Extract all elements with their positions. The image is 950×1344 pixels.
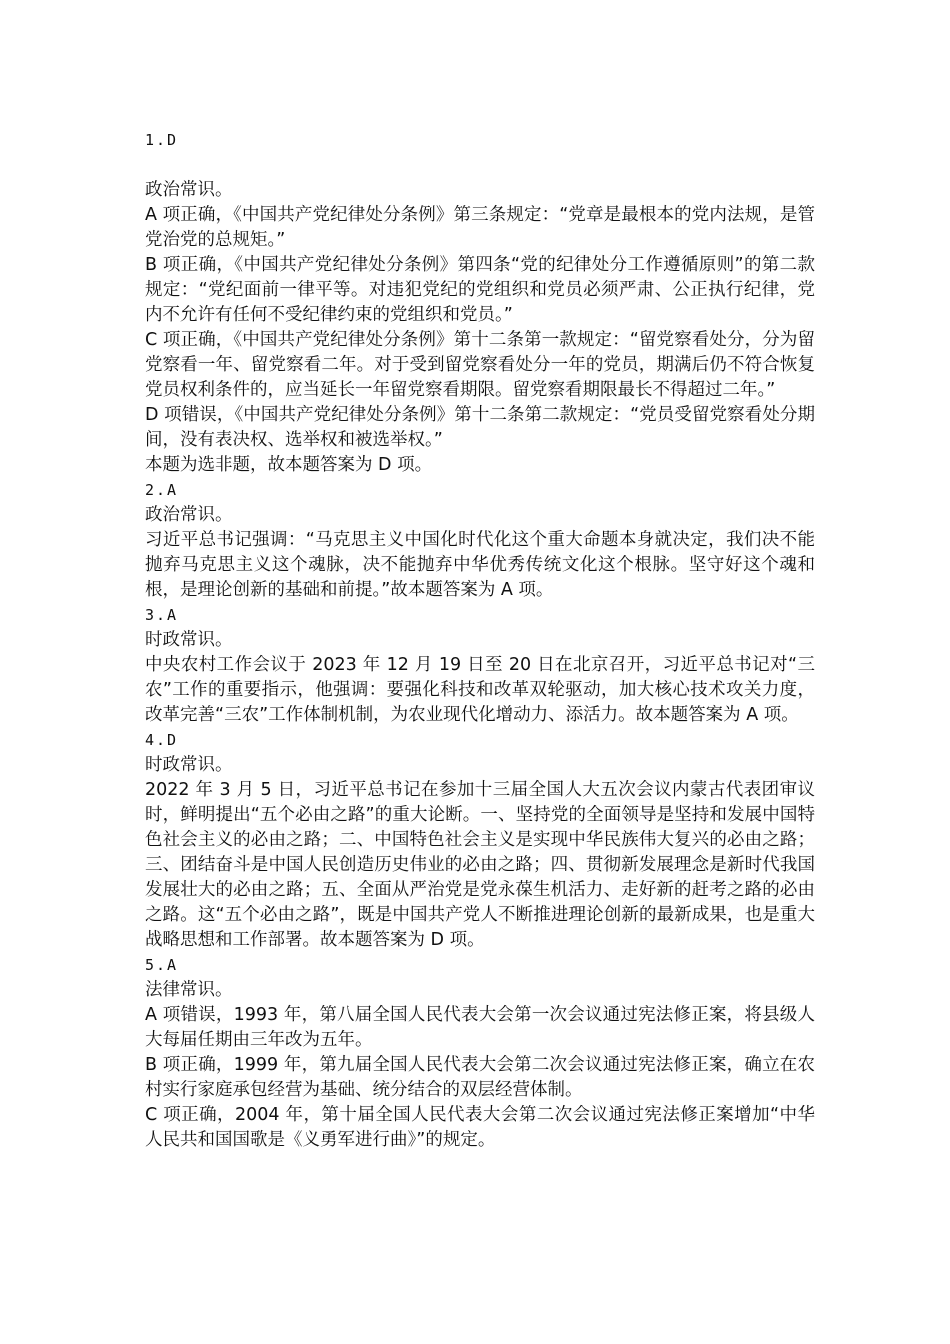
answer-category: 时政常识。 xyxy=(145,755,233,775)
answer-block-3 xyxy=(145,603,815,728)
answer-number: 1.D xyxy=(145,131,179,149)
explanation-paragraph: C 项正确，《中国共产党纪律处分条例》第十二条第一款规定：“留党察看处分，分为留党察看一年、留党察看二年。对于受到留党察看处分一年的党员，期满后仍不符合恢复党员权利条件的，应当延长一年留党察看期限。留党察看期限最长不得超过二年。” xyxy=(145,330,815,400)
explanation-paragraph: A 项错误，1993 年，第八届全国人民代表大会第一次会议通过宪法修正案，将县级人大每届任期由三年改为五年。 xyxy=(145,1005,815,1050)
explanation-paragraph: C 项正确，2004 年，第十届全国人民代表大会第二次会议通过宪法修正案增加“中华人民共和国国歌是《义勇军进行曲》”的规定。 xyxy=(145,1105,815,1150)
answer-explanations xyxy=(145,128,815,1153)
answer-category: 政治常识。 xyxy=(145,180,233,200)
explanation-paragraph: B 项正确，1999 年，第九届全国人民代表大会第二次会议通过宪法修正案，确立在农村实行家庭承包经营为基础、统分结合的双层经营体制。 xyxy=(145,1055,815,1100)
answer-block-1 xyxy=(145,128,815,478)
answer-number: 5.A xyxy=(145,956,179,974)
explanation-paragraph: A 项正确，《中国共产党纪律处分条例》第三条规定：“党章是最根本的党内法规，是管党治党的总规矩。” xyxy=(145,205,815,250)
answer-block-5 xyxy=(145,953,815,1153)
answer-number: 4.D xyxy=(145,731,179,749)
explanation-paragraph: 习近平总书记强调：“马克思主义中国化时代化这个重大命题本身就决定，我们决不能抛弃马克思主义这个魂脉，决不能抛弃中华优秀传统文化这个根脉。坚守好这个魂和根，是理论创新的基础和前提。”故本题答案为 A 项。 xyxy=(145,530,815,600)
answer-category: 法律常识。 xyxy=(145,980,233,1000)
answer-number: 2.A xyxy=(145,481,179,499)
explanation-paragraph: 本题为选非题，故本题答案为 D 项。 xyxy=(145,455,433,475)
answer-number: 3.A xyxy=(145,606,179,624)
explanation-paragraph: D 项错误，《中国共产党纪律处分条例》第十二条第二款规定：“党员受留党察看处分期间，没有表决权、选举权和被选举权。” xyxy=(145,405,815,450)
explanation-paragraph: 中央农村工作会议于 2023 年 12 月 19 日至 20 日在北京召开，习近平总书记对“三农”工作的重要指示，他强调：要强化科技和改革双轮驱动，加大核心技术攻关力度，改革完善“三农”工作体制机制，为农业现代化增动力、添活力。故本题答案为 A 项。 xyxy=(145,655,815,725)
answer-block-4 xyxy=(145,728,815,953)
answer-category: 时政常识。 xyxy=(145,630,233,650)
answer-block-2 xyxy=(145,478,815,603)
explanation-paragraph: B 项正确，《中国共产党纪律处分条例》第四条“党的纪律处分工作遵循原则”的第二款规定：“党纪面前一律平等。对违犯党纪的党组织和党员必须严肃、公正执行纪律，党内不允许有任何不受纪律约束的党组织和党员。” xyxy=(145,255,815,325)
explanation-paragraph: 2022 年 3 月 5 日，习近平总书记在参加十三届全国人大五次会议内蒙古代表团审议时，鲜明提出“五个必由之路”的重大论断。一、坚持党的全面领导是坚持和发展中国特色社会主义的必由之路；二、中国特色社会主义是实现中华民族伟大复兴的必由之路；三、团结奋斗是中国人民创造历史伟业的必由之路；四、贯彻新发展理念是新时代我国发展壮大的必由之路；五、全面从严治党是党永葆生机活力、走好新的赶考之路的必由之路。这“五个必由之路”，既是中国共产党人不断推进理论创新的最新成果，也是重大战略思想和工作部署。故本题答案为 D 项。 xyxy=(145,780,815,950)
answer-category: 政治常识。 xyxy=(145,505,233,525)
